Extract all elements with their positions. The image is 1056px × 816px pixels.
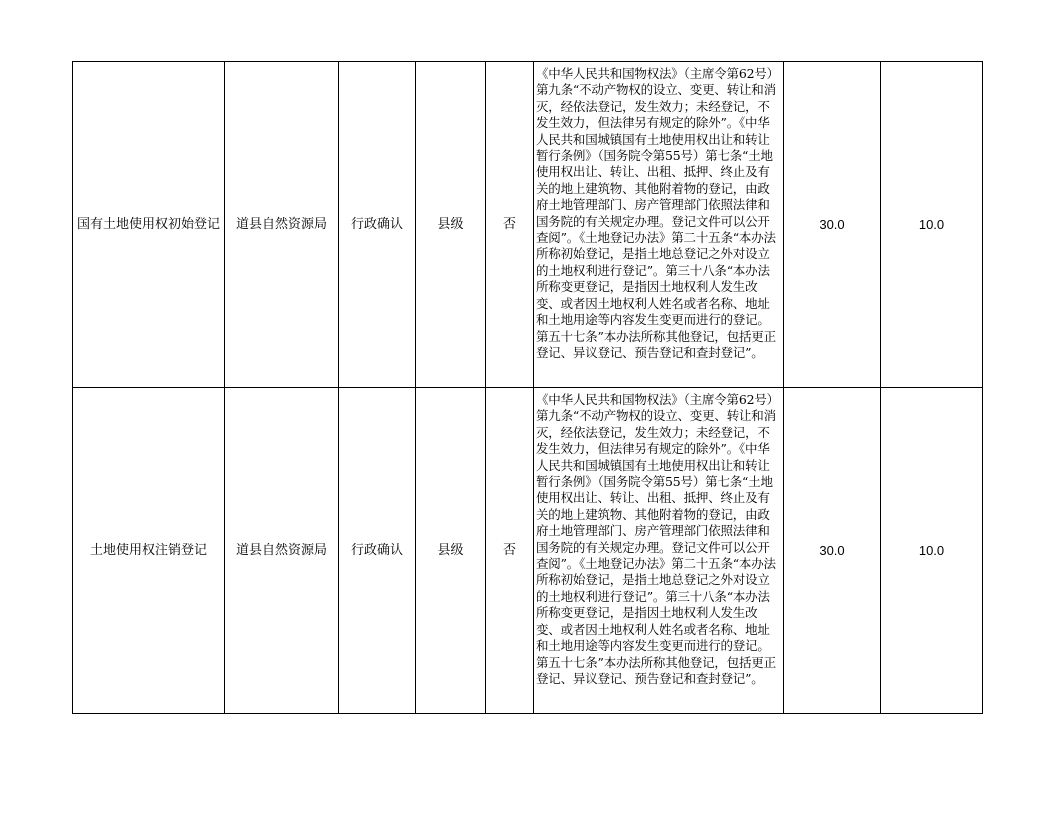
value-b-cell: 10.0 bbox=[881, 388, 983, 714]
category-cell: 行政确认 bbox=[339, 388, 416, 714]
department-cell: 道县自然资源局 bbox=[225, 388, 339, 714]
flag-cell: 否 bbox=[486, 62, 534, 388]
legal-basis-cell: 《中华人民共和国物权法》（主席令第62号）第九条“不动产物权的设立、变更、转让和消灭，经依法登记，发生效力；未经登记，不发生效力，但法律另有规定的除外”。《中华人民共和国城镇国有土地使用权出让和转让暂行条例》（国务院令第55号）第七条“土地使用权出让、转让、出租、抵押、终止及有关的地上建筑物、其他附着物的登记，由政府土地管理部门、房产管理部门依照法律和国务院的有关规定办理。登记文件可以公开查阅”。《土地登记办法》第二十五条“本办法所称初始登记，是指土地总登记之外对设立的土地权利进行登记”。第三十八条“本办法所称变更登记，是指因土地权利人发生改变、或者因土地权利人姓名或者名称、地址和土地用途等内容发生变更而进行的登记。第五十七条”本办法所称其他登记，包括更正登记、异议登记、预告登记和查封登记”。 bbox=[534, 388, 784, 714]
flag-cell: 否 bbox=[486, 388, 534, 714]
item-name-cell: 土地使用权注销登记 bbox=[73, 388, 225, 714]
department-cell: 道县自然资源局 bbox=[225, 62, 339, 388]
item-name-cell: 国有土地使用权初始登记 bbox=[73, 62, 225, 388]
table-row bbox=[73, 62, 983, 388]
table-row bbox=[73, 388, 983, 714]
legal-basis-cell: 《中华人民共和国物权法》（主席令第62号）第九条“不动产物权的设立、变更、转让和消灭，经依法登记，发生效力；未经登记，不发生效力，但法律另有规定的除外”。《中华人民共和国城镇国有土地使用权出让和转让暂行条例》（国务院令第55号）第七条“土地使用权出让、转让、出租、抵押、终止及有关的地上建筑物、其他附着物的登记，由政府土地管理部门、房产管理部门依照法律和国务院的有关规定办理。登记文件可以公开查阅”。《土地登记办法》第二十五条“本办法所称初始登记，是指土地总登记之外对设立的土地权利进行登记”。第三十八条“本办法所称变更登记，是指因土地权利人发生改变、或者因土地权利人姓名或者名称、地址和土地用途等内容发生变更而进行的登记。第五十七条”本办法所称其他登记，包括更正登记、异议登记、预告登记和查封登记”。 bbox=[534, 62, 784, 388]
level-cell: 县级 bbox=[416, 62, 486, 388]
power-list-table bbox=[72, 61, 983, 714]
value-a-cell: 30.0 bbox=[784, 388, 881, 714]
value-b-cell: 10.0 bbox=[881, 62, 983, 388]
category-cell: 行政确认 bbox=[339, 62, 416, 388]
level-cell: 县级 bbox=[416, 388, 486, 714]
value-a-cell: 30.0 bbox=[784, 62, 881, 388]
